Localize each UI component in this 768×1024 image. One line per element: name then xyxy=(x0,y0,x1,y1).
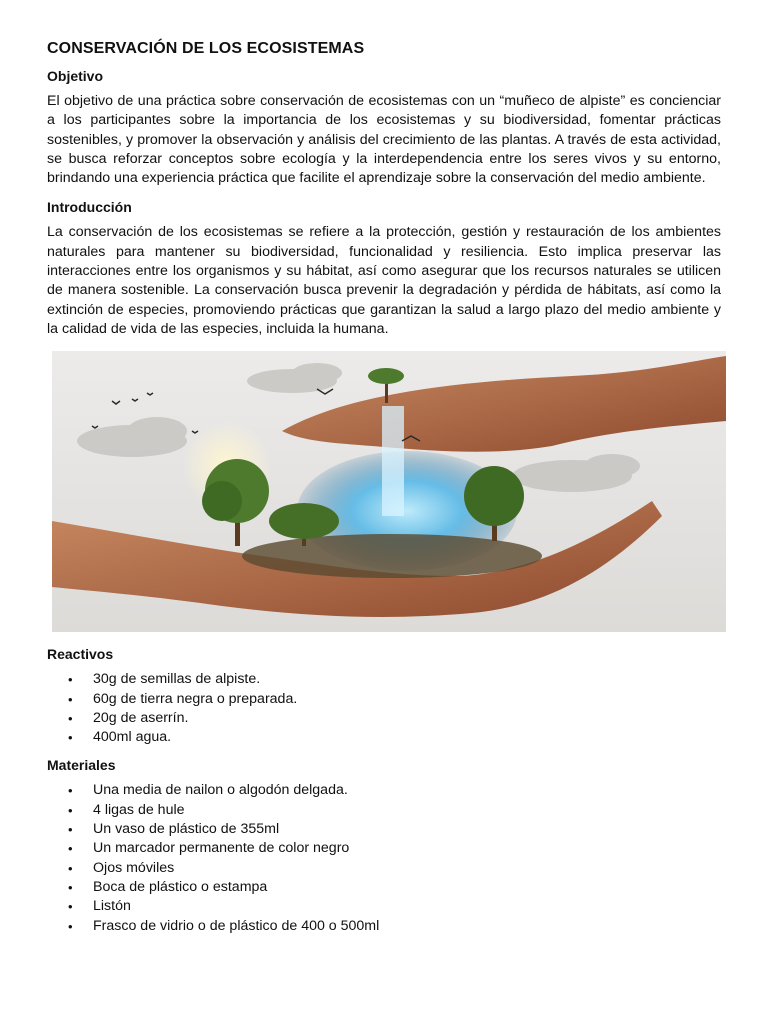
document-title: CONSERVACIÓN DE LOS ECOSISTEMAS xyxy=(47,40,365,57)
bullet-icon: • xyxy=(68,691,73,707)
ecosystem-illustration xyxy=(52,351,726,632)
list-item: • Ojos móviles xyxy=(47,859,721,878)
heading-materiales: Materiales xyxy=(47,757,116,774)
list-item: • 60g de tierra negra o preparada. xyxy=(47,690,721,709)
list-item: • Listón xyxy=(47,897,721,916)
heading-introduccion: Introducción xyxy=(47,199,132,216)
paragraph-objetivo: El objetivo de una práctica sobre conservación de ecosistemas con un “muñeco de alpiste” es concienciar a los participantes sobre la importancia de los ecosistemas y su biodiversidad, fomentar prácticas sostenibles, y promover la observación y análisis del crecimiento de las plantas. A través de esta actividad, se busca reforzar conceptos sobre ecología y la interdependencia entre los seres vivos y su entorno, brindando una experiencia práctica que facilite el aprendizaje sobre la conservación del medio ambiente. xyxy=(47,93,721,187)
paragraph-introduccion: La conservación de los ecosistemas se refiere a la protección, gestión y restauración de los ambientes naturales para mantener su biodiversidad, funcionalidad y resiliencia. Esto implica preservar las interacciones entre los organismos y su hábitat, así como asegurar que los recursos naturales se utilicen de manera sostenible. La conservación busca prevenir la degradación y pérdida de hábitats, así como la extinción de especies, promoviendo prácticas que garantizan la salud a largo plazo del medio ambiente y la calidad de vida de las especies, incluida la humana. xyxy=(47,224,721,337)
bullet-icon: • xyxy=(68,822,73,838)
hands-holding-earth-image xyxy=(52,351,726,632)
bullet-icon: • xyxy=(68,841,73,857)
bullet-icon: • xyxy=(68,899,73,915)
heading-reactivos: Reactivos xyxy=(47,646,114,663)
list-reactivos xyxy=(47,670,721,747)
bullet-icon: • xyxy=(68,710,73,726)
list-materiales xyxy=(47,781,721,935)
list-item: • Una media de nailon o algodón delgada. xyxy=(47,781,721,800)
heading-objetivo: Objetivo xyxy=(47,68,104,84)
bullet-icon: • xyxy=(68,730,73,746)
list-item: • Un vaso de plástico de 355ml xyxy=(47,820,721,839)
bullet-icon: • xyxy=(68,918,73,934)
bullet-icon: • xyxy=(68,860,73,876)
list-item: • 20g de aserrín. xyxy=(47,709,721,728)
bullet-icon: • xyxy=(68,802,73,818)
bullet-icon: • xyxy=(68,879,73,895)
bullet-icon: • xyxy=(68,783,73,799)
list-item: • Boca de plástico o estampa xyxy=(47,878,721,897)
document-body xyxy=(47,40,721,946)
list-item: • 30g de semillas de alpiste. xyxy=(47,670,721,689)
list-item: • 4 ligas de hule xyxy=(47,801,721,820)
list-item: • Frasco de vidrio o de plástico de 400 o 500ml xyxy=(47,917,721,936)
list-item: • 400ml agua. xyxy=(47,728,721,747)
bullet-icon: • xyxy=(68,672,73,688)
list-item: • Un marcador permanente de color negro xyxy=(47,839,721,858)
